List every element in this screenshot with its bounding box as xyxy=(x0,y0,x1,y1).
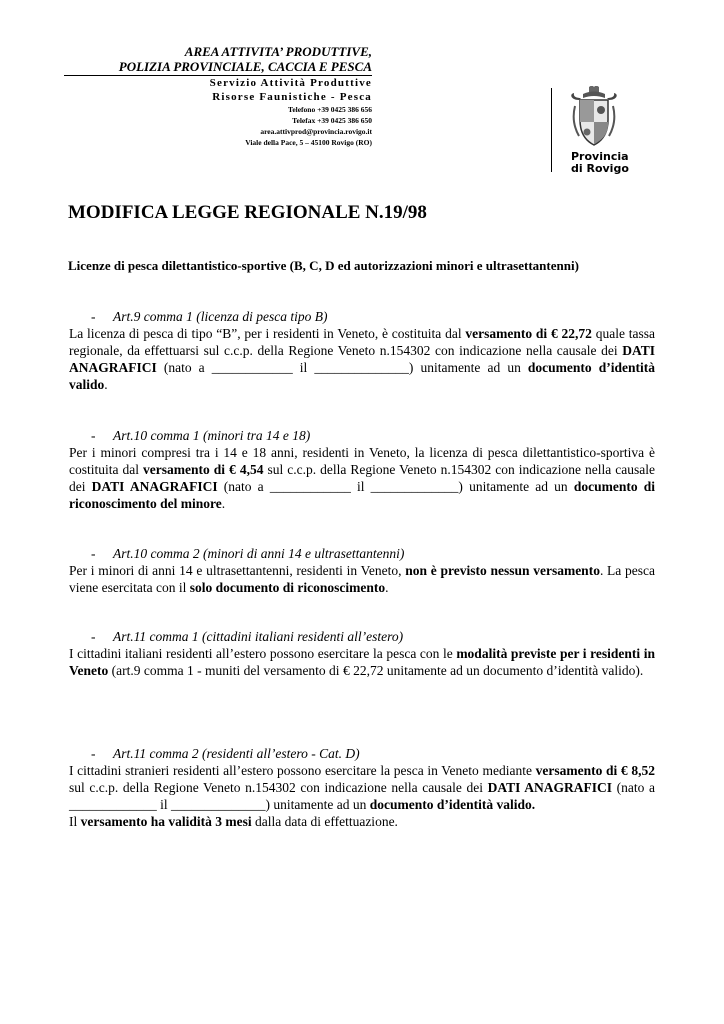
body-text: Il xyxy=(69,814,81,829)
body-bold: DATI ANAGRAFICI xyxy=(69,343,655,375)
office-header xyxy=(64,44,372,148)
body-text: quale tassa regionale, da effettuarsi sul c.c.p. della Regione Veneto n.154302 con indicazione nella causale dei xyxy=(69,326,655,358)
body-text: Per i minori di anni 14 e ultrasettantenni, residenti in Veneto, xyxy=(69,563,406,578)
logo-text-line1: Provincia xyxy=(571,150,629,163)
section-body xyxy=(69,562,655,596)
list-dash: - xyxy=(91,309,96,324)
list-dash: - xyxy=(91,629,96,644)
section-art10-comma1 xyxy=(69,427,655,512)
body-bold: versamento di € 22,72 xyxy=(465,326,592,341)
section-heading-text: Art.11 comma 1 (cittadini italiani residenti all’estero) xyxy=(113,629,404,644)
header-area-line2: POLIZIA PROVINCIALE, CACCIA E PESCA xyxy=(64,59,372,76)
body-text: . xyxy=(221,496,226,511)
body-bold: documento d’identità valido xyxy=(69,360,655,392)
section-heading xyxy=(69,745,655,762)
body-text: sul c.c.p. della Regione Veneto n.154302 con indicazione nella causale dei xyxy=(69,780,488,795)
body-bold: DATI ANAGRAFICI xyxy=(487,780,613,795)
header-area-line1: AREA ATTIVITA’ PRODUTTIVE, xyxy=(184,44,372,59)
section-heading-text: Art.9 comma 1 (licenza di pesca tipo B) xyxy=(113,309,328,324)
body-text: . xyxy=(104,377,108,392)
section-heading-text: Art.10 comma 2 (minori di anni 14 e ultrasettantenni) xyxy=(113,546,405,561)
body-bold: non è previsto nessun versamento xyxy=(405,563,600,578)
list-dash: - xyxy=(91,428,96,443)
body-text: Per i minori compresi tra i 14 e 18 anni, residenti in Veneto, la licenza di pesca dilettantistico-sportiva è costituita dal xyxy=(69,445,655,477)
document-title: MODIFICA LEGGE REGIONALE N.19/98 xyxy=(68,202,427,223)
body-text: I cittadini italiani residenti all’estero possono esercitare la pesca con le xyxy=(69,646,457,661)
coat-of-arms-icon xyxy=(565,86,623,148)
body-text: (nato a ____________ il ______________) unitamente ad un xyxy=(156,360,528,375)
logo-text-line2: di Rovigo xyxy=(571,162,629,175)
list-dash: - xyxy=(91,546,96,561)
body-text: . La pesca viene esercitata con il xyxy=(69,563,656,595)
list-dash: - xyxy=(91,746,96,761)
header-email: area.attivprod@provincia.rovigo.it xyxy=(260,127,372,136)
section-body xyxy=(69,444,655,512)
section-body xyxy=(69,325,655,393)
body-text: . xyxy=(385,580,389,595)
section-art9-comma1 xyxy=(69,308,655,393)
section-heading xyxy=(69,308,655,325)
body-bold: versamento di € 4,54 xyxy=(143,462,264,477)
logo-divider xyxy=(551,88,552,172)
body-bold: documento di riconoscimento del minore xyxy=(69,479,656,511)
section-art10-comma2 xyxy=(69,545,655,596)
body-text: (nato a _____________ il ______________) unitamente ad un xyxy=(69,780,656,812)
section-heading-text: Art.10 comma 1 (minori tra 14 e 18) xyxy=(113,428,311,443)
header-fax: Telefax +39 0425 386 650 xyxy=(292,116,372,125)
header-service-line1: Servizio Attività Produttive xyxy=(209,77,372,89)
section-body xyxy=(69,762,655,813)
body-text: (nato a ____________ il _____________) unitamente ad un xyxy=(217,479,574,494)
section-body xyxy=(69,645,655,679)
header-service-line2: Risorse Faunistiche - Pesca xyxy=(212,91,372,103)
document-subtitle: Licenze di pesca dilettantistico-sportive (B, C, D ed autorizzazioni minori e ultrasettantenni) xyxy=(68,258,579,273)
section-heading-text: Art.11 comma 2 (residenti all’estero - Cat. D) xyxy=(113,746,360,761)
body-bold: documento d’identità valido. xyxy=(369,797,536,812)
header-phone: Telefono +39 0425 386 656 xyxy=(288,105,372,114)
header-address: Viale della Pace, 5 – 45100 Rovigo (RO) xyxy=(245,138,372,147)
body-text: I cittadini stranieri residenti all’estero possono esercitare la pesca in Veneto mediante xyxy=(69,763,536,778)
province-logo xyxy=(551,86,654,176)
body-bold: modalità previste per i residenti in Veneto xyxy=(69,646,655,678)
body-text: sul c.c.p. della Regione Veneto n.154302 con indicazione nella causale dei xyxy=(69,462,655,494)
section-art11-comma1 xyxy=(69,628,655,679)
section-heading xyxy=(69,628,655,645)
body-text: La licenza di pesca di tipo “B”, per i residenti in Veneto, è costituita dal xyxy=(69,326,466,341)
section-heading xyxy=(69,427,655,444)
section-body-validity xyxy=(69,813,655,830)
body-text: (art.9 comma 1 - muniti del versamento di € 22,72 unitamente ad un documento d’identità valido). xyxy=(108,663,644,678)
body-bold: versamento ha validità 3 mesi xyxy=(80,814,252,829)
section-art11-comma2 xyxy=(69,745,655,830)
body-text: dalla data di effettuazione. xyxy=(251,814,398,829)
body-bold: solo documento di riconoscimento xyxy=(189,580,386,595)
body-bold: DATI ANAGRAFICI xyxy=(91,479,218,494)
section-heading xyxy=(69,545,655,562)
body-bold: versamento di € 8,52 xyxy=(535,763,655,778)
